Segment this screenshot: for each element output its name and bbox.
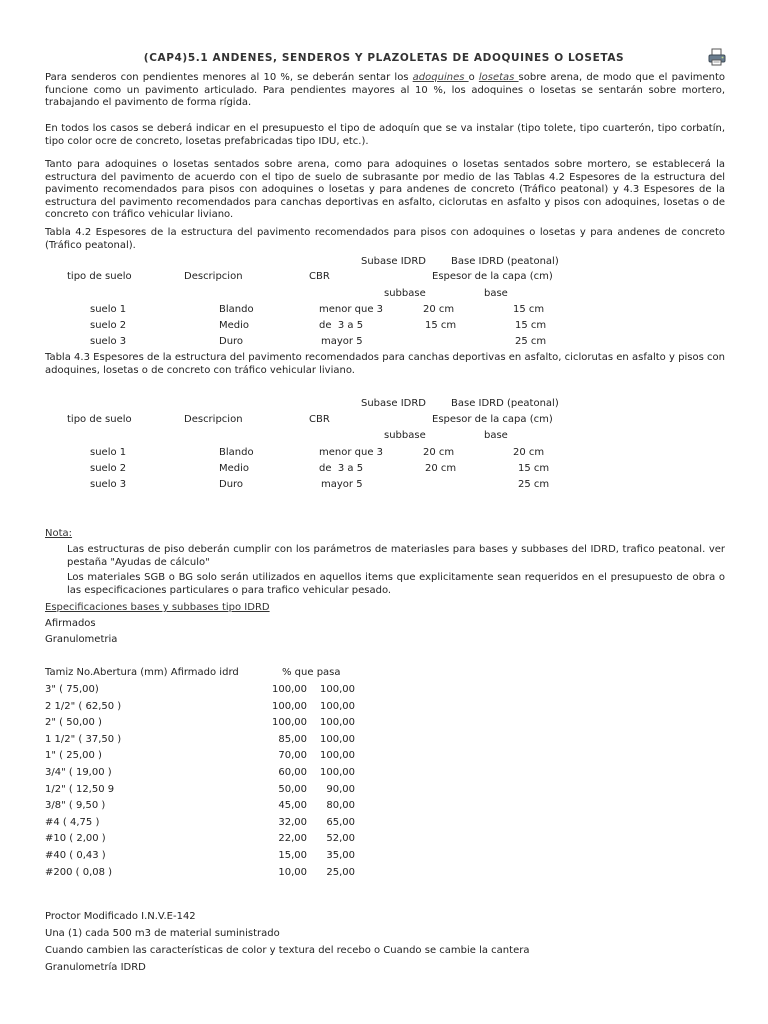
sieve-cell: 70,00 <box>278 750 307 761</box>
table-cell: de 3 a 5 <box>319 320 364 331</box>
sieve-cell: 90,00 <box>326 784 355 795</box>
table-cell: 25 cm <box>518 479 550 490</box>
sieve-cell: 100,00 <box>320 701 355 712</box>
table-cell: de 3 a 5 <box>319 463 364 474</box>
page-title: (CAP4)5.1 ANDENES, SENDEROS Y PLAZOLETAS DE ADOQUINES O LOSETAS <box>143 52 625 64</box>
sieve-header-pasa: % que pasa <box>282 667 341 678</box>
t42-subase-header: Subase IDRD <box>361 256 426 267</box>
adoquines-link[interactable]: adoquines <box>412 72 469 83</box>
sieve-cell: 25,00 <box>326 867 355 878</box>
sieve-cell: 50,00 <box>278 784 307 795</box>
table-cell: Duro <box>219 479 244 490</box>
sieve-cell: 10,00 <box>278 867 307 878</box>
sieve-cell: #4 ( 4,75 ) <box>45 817 100 828</box>
sieve-cell: 85,00 <box>278 734 307 745</box>
table-cell: 20 cm <box>425 463 457 474</box>
paragraph-estructura-text: Tanto para adoquines o losetas sentados sobre arena, como para adoquines o losetas sentados sobre mortero, se establecerá la estructura del pavimento de acuerdo con el tipo de suelo de subrasante por medio de las Tablas 4.2 Espesores de la estructura del pavimento recomendados para pisos con adoquines o losetas y para andenes de concreto (Tráfico peatonal) y 4.3 Espesores de la estructura del pavimento recomendados para canchas deportivas en asfalto, ciclorutas en asfalto y pisos con adoquines, losetas o de concreto con tráfico vehicular liviano. <box>45 159 725 221</box>
t43-tipo-suelo-header: tipo de suelo <box>67 414 132 425</box>
footer-line: Una (1) cada 500 m3 de material suministrado <box>45 928 280 939</box>
sieve-cell: 60,00 <box>278 767 307 778</box>
sieve-cell: 45,00 <box>278 800 307 811</box>
table-cell: 20 cm <box>423 304 455 315</box>
sieve-cell: 52,00 <box>326 833 355 844</box>
sieve-cell: 65,00 <box>326 817 355 828</box>
table-cell: 15 cm <box>515 320 547 331</box>
sieve-cell: 3" ( 75,00) <box>45 684 99 695</box>
paragraph-estructura <box>45 159 725 222</box>
table-4-2-caption-text: Tabla 4.2 Espesores de la estructura del pavimento recomendados para pisos con adoquines o losetas y para andenes de concreto (Tráfico peatonal). <box>45 227 725 251</box>
nota-item-1 <box>67 544 725 569</box>
table-cell: Medio <box>219 320 250 331</box>
table-cell: 20 cm <box>423 447 455 458</box>
paragraph-intro <box>45 72 725 110</box>
sieve-cell: 2 1/2" ( 62,50 ) <box>45 701 122 712</box>
sieve-cell: 1 1/2" ( 37,50 ) <box>45 734 122 745</box>
t42-espesor-header: Espesor de la capa (cm) <box>432 271 553 282</box>
sieve-cell: 1" ( 25,00 ) <box>45 750 102 761</box>
sieve-cell: 100,00 <box>320 684 355 695</box>
table-cell: Duro <box>219 336 244 347</box>
sieve-header-tamiz: Tamiz No.Abertura (mm) Afirmado idrd <box>45 667 239 678</box>
footer-line: Proctor Modificado I.N.V.E-142 <box>45 911 196 922</box>
table-cell: Medio <box>219 463 250 474</box>
paragraph-presupuesto <box>45 123 725 148</box>
footer-line: Granulometría IDRD <box>45 962 146 973</box>
table-cell: 25 cm <box>515 336 547 347</box>
sieve-cell: 1/2" ( 12,50 9 <box>45 784 115 795</box>
afirmados-label: Afirmados <box>45 618 96 629</box>
table-cell: mayor 5 <box>321 336 363 347</box>
intro-text-end: sobre arena, de modo que el pavimento funcione como un pavimento articulado. Para pendientes mayores al 10 %, los adoquines o losetas se sentarán sobre mortero, trabajando el pavimento de forma rígida. <box>45 72 726 109</box>
t43-subbase-subheader: subbase <box>384 430 426 441</box>
sieve-cell: 15,00 <box>278 850 307 861</box>
t42-descripcion-header: Descripcion <box>184 271 243 282</box>
sieve-cell: 2" ( 50,00 ) <box>45 717 102 728</box>
sieve-cell: 22,00 <box>278 833 307 844</box>
table-cell: Blando <box>219 447 254 458</box>
sieve-cell: 3/8" ( 9,50 ) <box>45 800 106 811</box>
table-cell: suelo 2 <box>90 320 127 331</box>
losetas-link[interactable]: losetas <box>478 72 519 83</box>
intro-text-mid: o <box>468 72 479 83</box>
sieve-cell: #200 ( 0,08 ) <box>45 867 113 878</box>
sieve-cell: 35,00 <box>326 850 355 861</box>
sieve-cell: 100,00 <box>272 701 307 712</box>
table-cell: 20 cm <box>513 447 545 458</box>
sieve-cell: 100,00 <box>320 734 355 745</box>
table-cell: suelo 3 <box>90 479 127 490</box>
t43-base-header: Base IDRD (peatonal) <box>451 398 559 409</box>
sieve-cell: 100,00 <box>272 717 307 728</box>
table-cell: 15 cm <box>518 463 550 474</box>
nota-label: Nota: <box>45 528 73 539</box>
footer-line: Cuando cambien las características de color y textura del recebo o Cuando se cambie la cantera <box>45 945 530 956</box>
t42-base-header: Base IDRD (peatonal) <box>451 256 559 267</box>
table-cell: menor que 3 <box>319 304 384 315</box>
sieve-cell: 100,00 <box>272 684 307 695</box>
t42-subbase-subheader: subbase <box>384 288 426 299</box>
t42-tipo-suelo-header: tipo de suelo <box>67 271 132 282</box>
sieve-cell: 100,00 <box>320 767 355 778</box>
sieve-cell: 100,00 <box>320 717 355 728</box>
table-4-3-caption <box>45 352 725 377</box>
sieve-cell: #40 ( 0,43 ) <box>45 850 106 861</box>
t42-base-subheader: base <box>484 288 508 299</box>
nota-item-2-text: Los materiales SGB o BG solo serán utilizados en aquellos items que explicitamente sean requeridos en el presupuesto de obra o las especificaciones particulares o para trafico vehicular pesado. <box>67 572 725 596</box>
table-cell: menor que 3 <box>319 447 384 458</box>
sieve-cell: 32,00 <box>278 817 307 828</box>
table-cell: suelo 1 <box>90 447 127 458</box>
table-cell: Blando <box>219 304 254 315</box>
t43-subase-header: Subase IDRD <box>361 398 426 409</box>
sieve-cell: #10 ( 2,00 ) <box>45 833 106 844</box>
t43-descripcion-header: Descripcion <box>184 414 243 425</box>
table-4-3-caption-text: Tabla 4.3 Espesores de la estructura del pavimento recomendados para canchas deportivas en asfalto, ciclorutas en asfalto y pisos con adoquines, losetas o de concreto con tráfico vehicular liviano. <box>45 352 725 376</box>
table-cell: suelo 1 <box>90 304 127 315</box>
printer-icon[interactable] <box>707 47 727 67</box>
paragraph-presupuesto-text: En todos los casos se deberá indicar en el presupuesto el tipo de adoquín que se va instalar (tipo tolete, tipo cuarterón, tipo corbatín, tipo color ocre de concreto, losetas prefabricadas tipo IDU, etc.). <box>45 123 725 147</box>
nota-item-2 <box>67 572 725 597</box>
sieve-cell: 80,00 <box>326 800 355 811</box>
specs-heading-link[interactable]: Especificaciones bases y subbases tipo IDRD <box>45 602 270 613</box>
table-cell: 15 cm <box>513 304 545 315</box>
table-cell: suelo 2 <box>90 463 127 474</box>
t43-cbr-header: CBR <box>309 414 330 425</box>
table-4-2-caption <box>45 227 725 252</box>
table-cell: 15 cm <box>425 320 457 331</box>
t42-cbr-header: CBR <box>309 271 330 282</box>
table-cell: suelo 3 <box>90 336 127 347</box>
sieve-cell: 3/4" ( 19,00 ) <box>45 767 112 778</box>
table-cell: mayor 5 <box>321 479 363 490</box>
t43-base-subheader: base <box>484 430 508 441</box>
granulometria-label: Granulometria <box>45 634 118 645</box>
nota-item-1-text: Las estructuras de piso deberán cumplir con los parámetros de materiasles para bases y subbases del IDRD, trafico peatonal. ver pestaña "Ayudas de cálculo" <box>67 544 725 568</box>
t43-espesor-header: Espesor de la capa (cm) <box>432 414 553 425</box>
intro-text-start: Para senderos con pendientes menores al 10 %, se deberán sentar los <box>45 72 413 83</box>
sieve-cell: 100,00 <box>320 750 355 761</box>
